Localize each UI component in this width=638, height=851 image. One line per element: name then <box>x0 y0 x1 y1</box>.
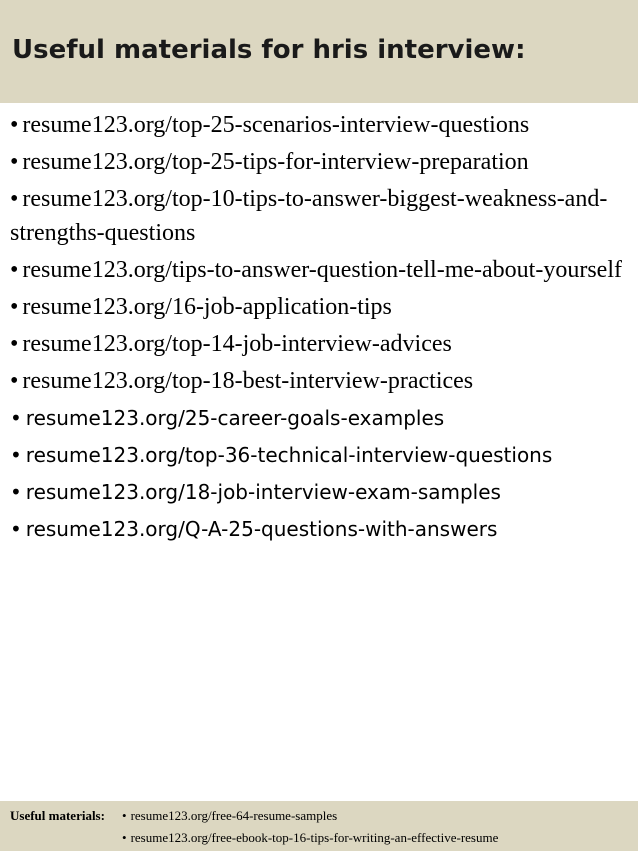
bullet-icon: • <box>10 480 22 504</box>
list-item[interactable] <box>10 475 625 509</box>
list-item[interactable] <box>10 290 625 324</box>
bullet-icon: • <box>10 368 19 394</box>
list-item-link[interactable]: resume123.org/top-25-scenarios-interview-questions <box>22 112 530 138</box>
bullet-icon: • <box>10 149 19 175</box>
list-item[interactable] <box>10 364 625 398</box>
list-item[interactable] <box>10 182 625 250</box>
list-item-link[interactable]: resume123.org/top-25-tips-for-interview-preparation <box>22 149 529 175</box>
page-title: Useful materials for hris interview: <box>12 35 526 65</box>
bullet-icon: • <box>122 808 127 823</box>
list-item[interactable] <box>10 145 625 179</box>
list-item[interactable] <box>10 253 625 287</box>
list-item-link[interactable]: resume123.org/16-job-application-tips <box>22 294 392 320</box>
bullet-icon: • <box>10 186 19 212</box>
bullet-icon: • <box>10 406 22 430</box>
bullet-icon: • <box>122 830 127 845</box>
footer-link-item[interactable] <box>122 805 498 827</box>
list-item-link[interactable]: resume123.org/25-career-goals-examples <box>25 406 445 430</box>
bullet-icon: • <box>10 443 22 467</box>
bullet-icon: • <box>10 517 22 541</box>
list-item[interactable] <box>10 512 625 546</box>
footer-label: Useful materials: <box>10 808 105 823</box>
footer-links <box>122 805 498 849</box>
list-item[interactable] <box>10 401 625 435</box>
footer-link[interactable]: resume123.org/free-64-resume-samples <box>130 808 338 823</box>
footer-band <box>0 801 638 851</box>
bullet-icon: • <box>10 294 19 320</box>
bullet-icon: • <box>10 112 19 138</box>
list-item-link[interactable]: resume123.org/top-14-job-interview-advices <box>22 331 452 357</box>
footer-link[interactable]: resume123.org/free-ebook-top-16-tips-for-writing-an-effective-resume <box>130 830 499 845</box>
list-item-link[interactable]: resume123.org/top-36-technical-interview-questions <box>25 443 553 467</box>
list-item[interactable] <box>10 108 625 142</box>
bullet-icon: • <box>10 331 19 357</box>
bullet-icon: • <box>10 257 19 283</box>
list-item-link[interactable]: resume123.org/top-10-tips-to-answer-biggest-weakness-and-strengths-questions <box>10 186 608 246</box>
list-item-link[interactable]: resume123.org/Q-A-25-questions-with-answers <box>25 517 498 541</box>
list-item-link[interactable]: resume123.org/18-job-interview-exam-samples <box>25 480 501 504</box>
footer-link-item[interactable] <box>122 827 498 849</box>
header-band <box>0 0 638 103</box>
list-item-link[interactable]: resume123.org/top-18-best-interview-practices <box>22 368 474 394</box>
materials-list <box>10 108 625 549</box>
list-item-link[interactable]: resume123.org/tips-to-answer-question-tell-me-about-yourself <box>22 257 622 283</box>
list-item[interactable] <box>10 327 625 361</box>
list-item[interactable] <box>10 438 625 472</box>
